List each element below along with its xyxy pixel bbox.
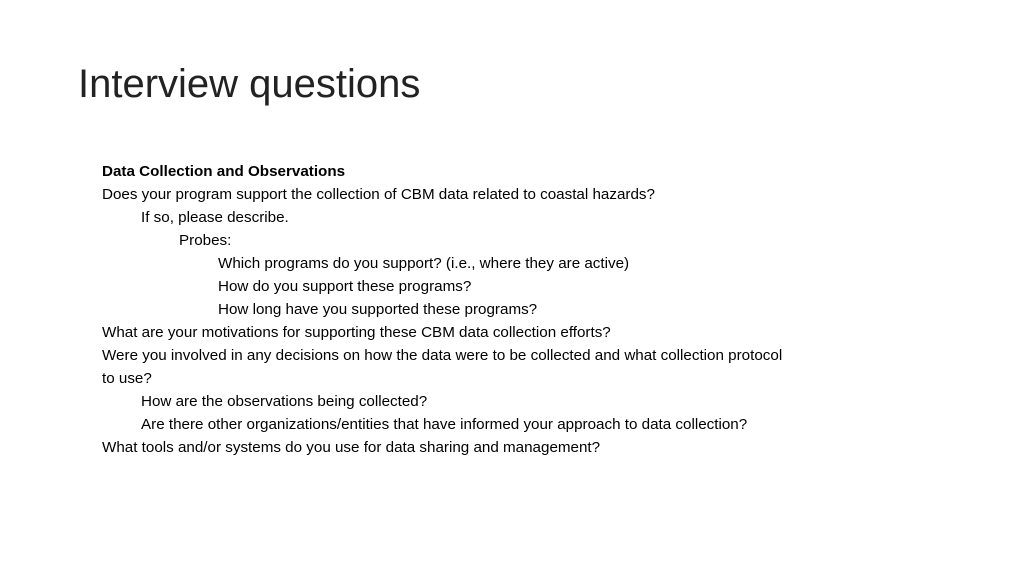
question-line: Does your program support the collection of CBM data related to coastal hazards? bbox=[102, 186, 655, 203]
probe-line: How do you support these programs? bbox=[218, 278, 472, 295]
follow-up-line: If so, please describe. bbox=[141, 209, 289, 226]
slide-body bbox=[102, 160, 922, 459]
slide-title: Interview questions bbox=[78, 62, 421, 106]
section-heading: Data Collection and Observations bbox=[102, 163, 346, 180]
question-line: Were you involved in any decisions on how the data were to be collected and what collection protocol bbox=[102, 347, 783, 364]
question-line-continuation: to use? bbox=[102, 370, 152, 387]
question-line: What are your motivations for supporting these CBM data collection efforts? bbox=[102, 324, 611, 341]
question-line: What tools and/or systems do you use for data sharing and management? bbox=[102, 439, 601, 456]
probe-line: Which programs do you support? (i.e., where they are active) bbox=[218, 255, 630, 272]
follow-up-line: How are the observations being collected? bbox=[141, 393, 428, 410]
probes-label: Probes: bbox=[179, 232, 232, 249]
probe-line: How long have you supported these programs? bbox=[218, 301, 538, 318]
follow-up-line: Are there other organizations/entities that have informed your approach to data collection? bbox=[141, 416, 748, 433]
